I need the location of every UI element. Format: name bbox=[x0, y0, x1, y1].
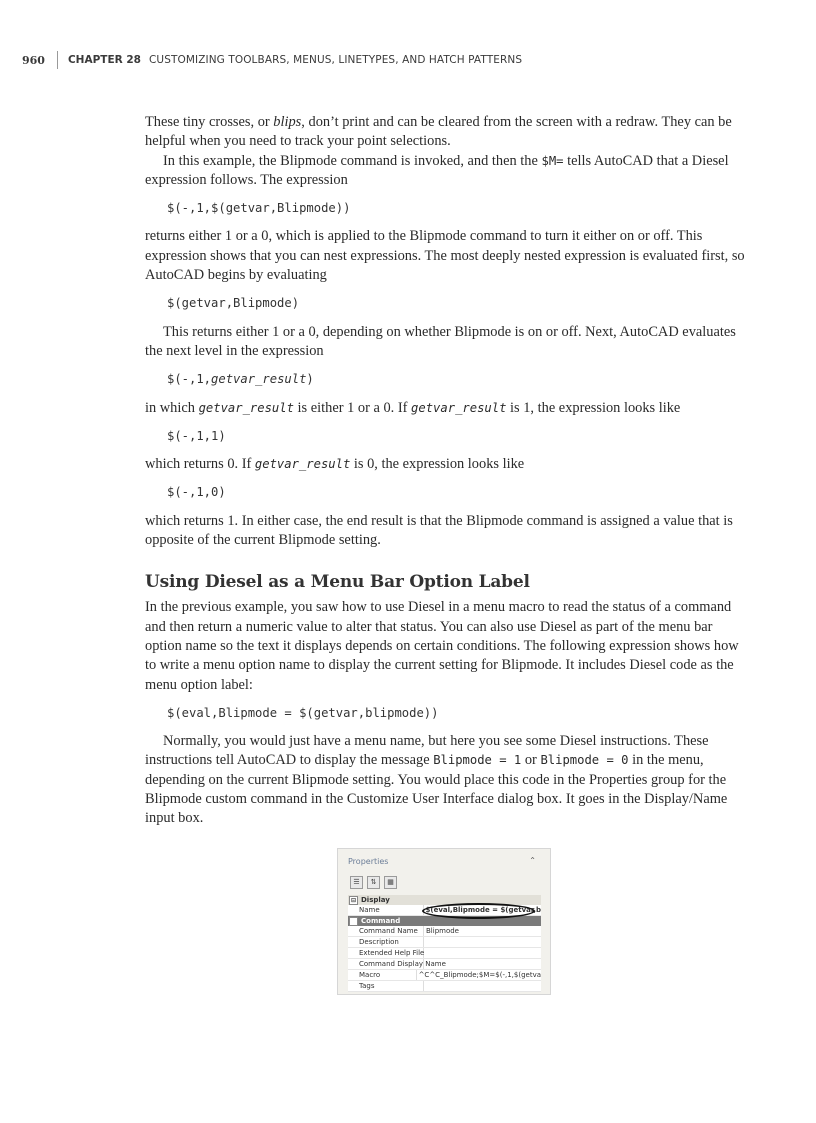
property-value[interactable] bbox=[424, 959, 541, 969]
code-line: $(-,1,1) bbox=[167, 428, 226, 443]
properties-panel-figure bbox=[337, 848, 551, 995]
running-head bbox=[22, 50, 522, 70]
section-heading: Using Diesel as a Menu Bar Option Label bbox=[145, 572, 530, 593]
property-value[interactable]: Blipmode bbox=[426, 927, 459, 935]
code-line: $(getvar,Blipmode) bbox=[167, 296, 300, 311]
page-body bbox=[145, 113, 748, 829]
property-name: Description bbox=[348, 937, 424, 947]
paragraph-blips: These tiny crosses, or blips, don’t print and can be cleared from the screen with a redraw. They can be helpful when you need to track your point selections. bbox=[145, 114, 732, 150]
paragraph-this-returns: This returns either 1 or a 0, depending on whether Blipmode is on or off. Next, AutoCAD evaluates the next level in the expression bbox=[145, 323, 736, 359]
property-value[interactable]: ^C^C_Blipmode;$M=$(-,1,$(getva bbox=[418, 971, 541, 979]
property-row[interactable] bbox=[348, 948, 541, 959]
property-row[interactable] bbox=[348, 959, 541, 970]
code-line: $(eval,Blipmode = $(getvar,blipmode)) bbox=[167, 705, 439, 720]
paragraph-previous-example: In the previous example, you saw how to use Diesel in a menu macro to read the status of a command and then return a numeric value to alter that status. You can also use Diesel as part of the menu bar option name so the text it displays depends on certain conditions. The following expression shows how to write a menu option name to display the current setting for Blipmode. It includes Diesel code as the menu option label: bbox=[145, 599, 739, 693]
property-pages-icon[interactable]: ▦ bbox=[384, 876, 397, 889]
property-value[interactable] bbox=[424, 937, 541, 947]
paragraph-blipmode-invoked: In this example, the Blipmode command is invoked, and then the $M= tells AutoCAD that a Diesel expression follows. The expression bbox=[145, 152, 729, 188]
header-divider bbox=[57, 51, 58, 69]
emphasis-blips: blips bbox=[273, 114, 302, 130]
collapse-icon[interactable]: ⊟ bbox=[350, 917, 357, 925]
property-name: Extended Help File bbox=[348, 948, 424, 958]
properties-toolbar bbox=[350, 876, 397, 889]
chapter-label: CHAPTER 28 bbox=[67, 54, 141, 66]
collapse-icon[interactable]: ⊟ bbox=[350, 896, 357, 904]
inline-code-m: $M= bbox=[541, 153, 564, 168]
paragraph-returns-0: which returns 0. If getvar_result is 0, the expression looks like bbox=[145, 456, 525, 473]
properties-title: Properties bbox=[348, 857, 389, 866]
paragraph-returns-1: which returns 1. In either case, the end result is that the Blipmode command is assigned a value that is opposite of the current Blipmode setting. bbox=[145, 512, 733, 549]
category-display[interactable] bbox=[348, 895, 541, 905]
highlight-ellipse bbox=[422, 903, 535, 919]
chapter-title: CUSTOMIZING TOOLBARS, MENUS, LINETYPES, AND HATCH PATTERNS bbox=[148, 54, 523, 66]
property-name: Macro bbox=[348, 970, 417, 980]
property-row[interactable] bbox=[348, 970, 541, 981]
property-name: Command Name bbox=[348, 926, 424, 936]
property-row[interactable] bbox=[348, 981, 541, 992]
categorized-icon[interactable]: ☰ bbox=[350, 876, 363, 889]
paragraph-returns: returns either 1 or a 0, which is applied to the Blipmode command to turn it either on or off. This expression shows that you can nest expressions. The most deeply nested expression is evaluated first, so AutoCAD begins by evaluating bbox=[145, 228, 745, 284]
category-label: Command bbox=[361, 917, 401, 925]
page-number: 960 bbox=[22, 53, 45, 67]
property-row[interactable] bbox=[348, 926, 541, 937]
alphabetical-icon[interactable]: ⇅ bbox=[367, 876, 380, 889]
property-name: Name bbox=[348, 905, 424, 915]
property-name: Tags bbox=[348, 981, 424, 991]
code-line: $(-,1,0) bbox=[167, 485, 226, 500]
code-line: $(-,1,$(getvar,Blipmode)) bbox=[167, 201, 351, 216]
category-command[interactable] bbox=[348, 916, 541, 926]
property-row[interactable] bbox=[348, 937, 541, 948]
property-value[interactable] bbox=[424, 948, 541, 958]
double-chevron-up-icon[interactable]: ⌃ bbox=[529, 856, 536, 865]
property-value[interactable] bbox=[424, 981, 541, 991]
property-name: Command Display Name bbox=[348, 959, 424, 969]
property-value[interactable]: $(eval,Blipmode = $(getvar,b bbox=[425, 906, 541, 914]
paragraph-in-which: in which getvar_result is either 1 or a 0. If getvar_result is 1, the expression looks like bbox=[145, 399, 681, 416]
code-line: $(-,1,getvar_result) bbox=[167, 372, 314, 387]
category-label: Display bbox=[361, 896, 390, 904]
paragraph-normally: Normally, you would just have a menu name, but here you see some Diesel instructions. These instructions tell AutoCAD to display the message Blipmode = 1 or Blipmode = 0 in the menu, depending on the current Blipmode setting. You would place this code in the Properties group for the Blipmode custom command in the Customize User Interface dialog box. It goes in the Display/Name input box. bbox=[145, 733, 728, 827]
